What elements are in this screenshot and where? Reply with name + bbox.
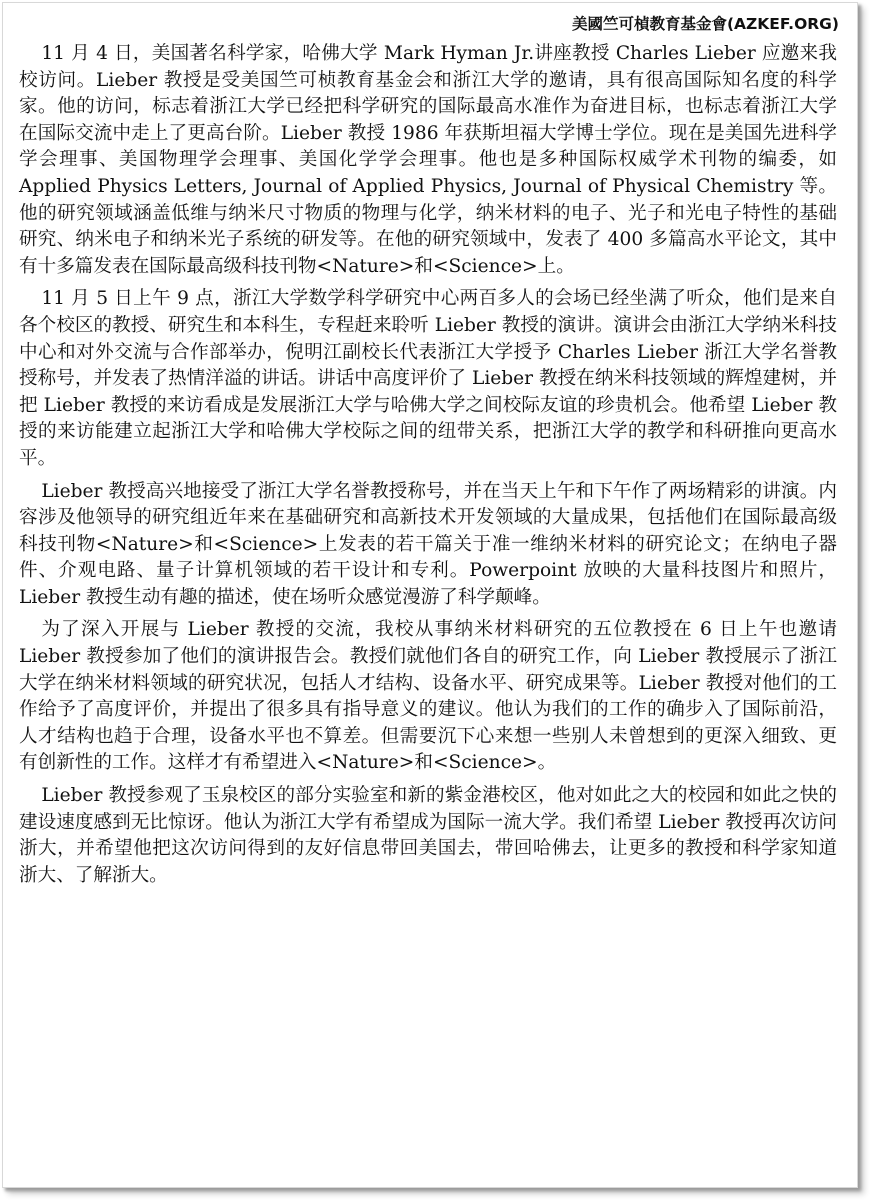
paragraph-2: 11 月 5 日上午 9 点，浙江大学数学科学研究中心两百多人的会场已经坐满了听众，他们是来自各个校区的教授、研究生和本科生，专程赶来聆听 Lieber 教授的演讲。演讲会由浙江大学纳米科技中心和对外交流与合作部举办，倪明江副校长代表浙江大学授予 Charles Lieber 浙江大学名誉教授称号，并发表了热情洋溢的讲话。讲话中高度评价了 Lieber 教授在纳米科技领域的辉煌建树，并把 Lieber 教授的来访看成是发展浙江大学与哈佛大学之间校际友谊的珍贵机会。他希望 Lieber 教授的来访能建立起浙江大学和哈佛大学校际之间的纽带关系，把浙江大学的教学和科研推向更高水平。 bbox=[19, 288, 837, 469]
paragraph-3: Lieber 教授高兴地接受了浙江大学名誉教授称号，并在当天上午和下午作了两场精彩的讲演。内容涉及他领导的研究组近年来在基础研究和高新技术开发领域的大量成果，包括他们在国际最高级科技刊物<Nature>和<Science>上发表的若干篇关于准一维纳米材料的研究论文；在纳电子器件、介观电路、量子计算机领域的若干设计和专利。Powerpoint 放映的大量科技图片和照片，Lieber 教授生动有趣的描述，使在场听众感觉漫游了科学颠峰。 bbox=[19, 480, 837, 608]
article-body bbox=[19, 41, 837, 889]
document-page bbox=[2, 2, 858, 1188]
paragraph-5: Lieber 教授参观了玉泉校区的部分实验室和新的紫金港校区，他对如此之大的校园和如此之快的建设速度感到无比惊讶。他认为浙江大学有希望成为国际一流大学。我们希望 Lieber 教授再次访问浙大，并希望他把这次访问得到的友好信息带回美国去，带回哈佛去，让更多的教授和科学家知道浙大、了解浙大。 bbox=[19, 785, 837, 886]
paragraph-4: 为了深入开展与 Lieber 教授的交流，我校从事纳米材料研究的五位教授在 6 日上午也邀请 Lieber 教授参加了他们的演讲报告会。教授们就他们各自的研究工作，向 Lieber 教授展示了浙江大学在纳米材料领域的研究状况，包括人才结构、设备水平、研究成果等。Lieber 教授对他们的工作给予了高度评价，并提出了很多具有指导意义的建议。他认为我们的工作的确步入了国际前沿，人才结构也趋于合理，设备水平也不算差。但需要沉下心来想一些别人未曾想到的更深入细致、更有创新性的工作。这样才有希望进入<Nature>和<Science>。 bbox=[19, 619, 837, 774]
paragraph-1: 11 月 4 日，美国著名科学家，哈佛大学 Mark Hyman Jr.讲座教授 Charles Lieber 应邀来我校访问。Lieber 教授是受美国竺可桢教育基金会和浙江大学的邀请，具有很高国际知名度的科学家。他的访问，标志着浙江大学已经把科学研究的国际最高水准作为奋进目标，也标志着浙江大学在国际交流中走上了更高台阶。Lieber 教授 1986 年获斯坦福大学博士学位。现在是美国先进科学学会理事、美国物理学会理事、美国化学学会理事。他也是多种国际权威学术刊物的编委，如 Applied Physics Letters, Journal of Applied Physics, Journal of Physical Chemistry 等。他的研究领域涵盖低维与纳米尺寸物质的物理与化学，纳米材料的电子、光子和光电子特性的基础研究、纳米电子和纳米光子系统的研发等。在他的研究领域中，发表了 400 多篇高水平论文，其中有十多篇发表在国际最高级科技刊物<Nature>和<Science>上。 bbox=[19, 43, 837, 277]
page-header-org: 美國竺可楨教育基金會(AZKEF.ORG) bbox=[571, 15, 839, 33]
